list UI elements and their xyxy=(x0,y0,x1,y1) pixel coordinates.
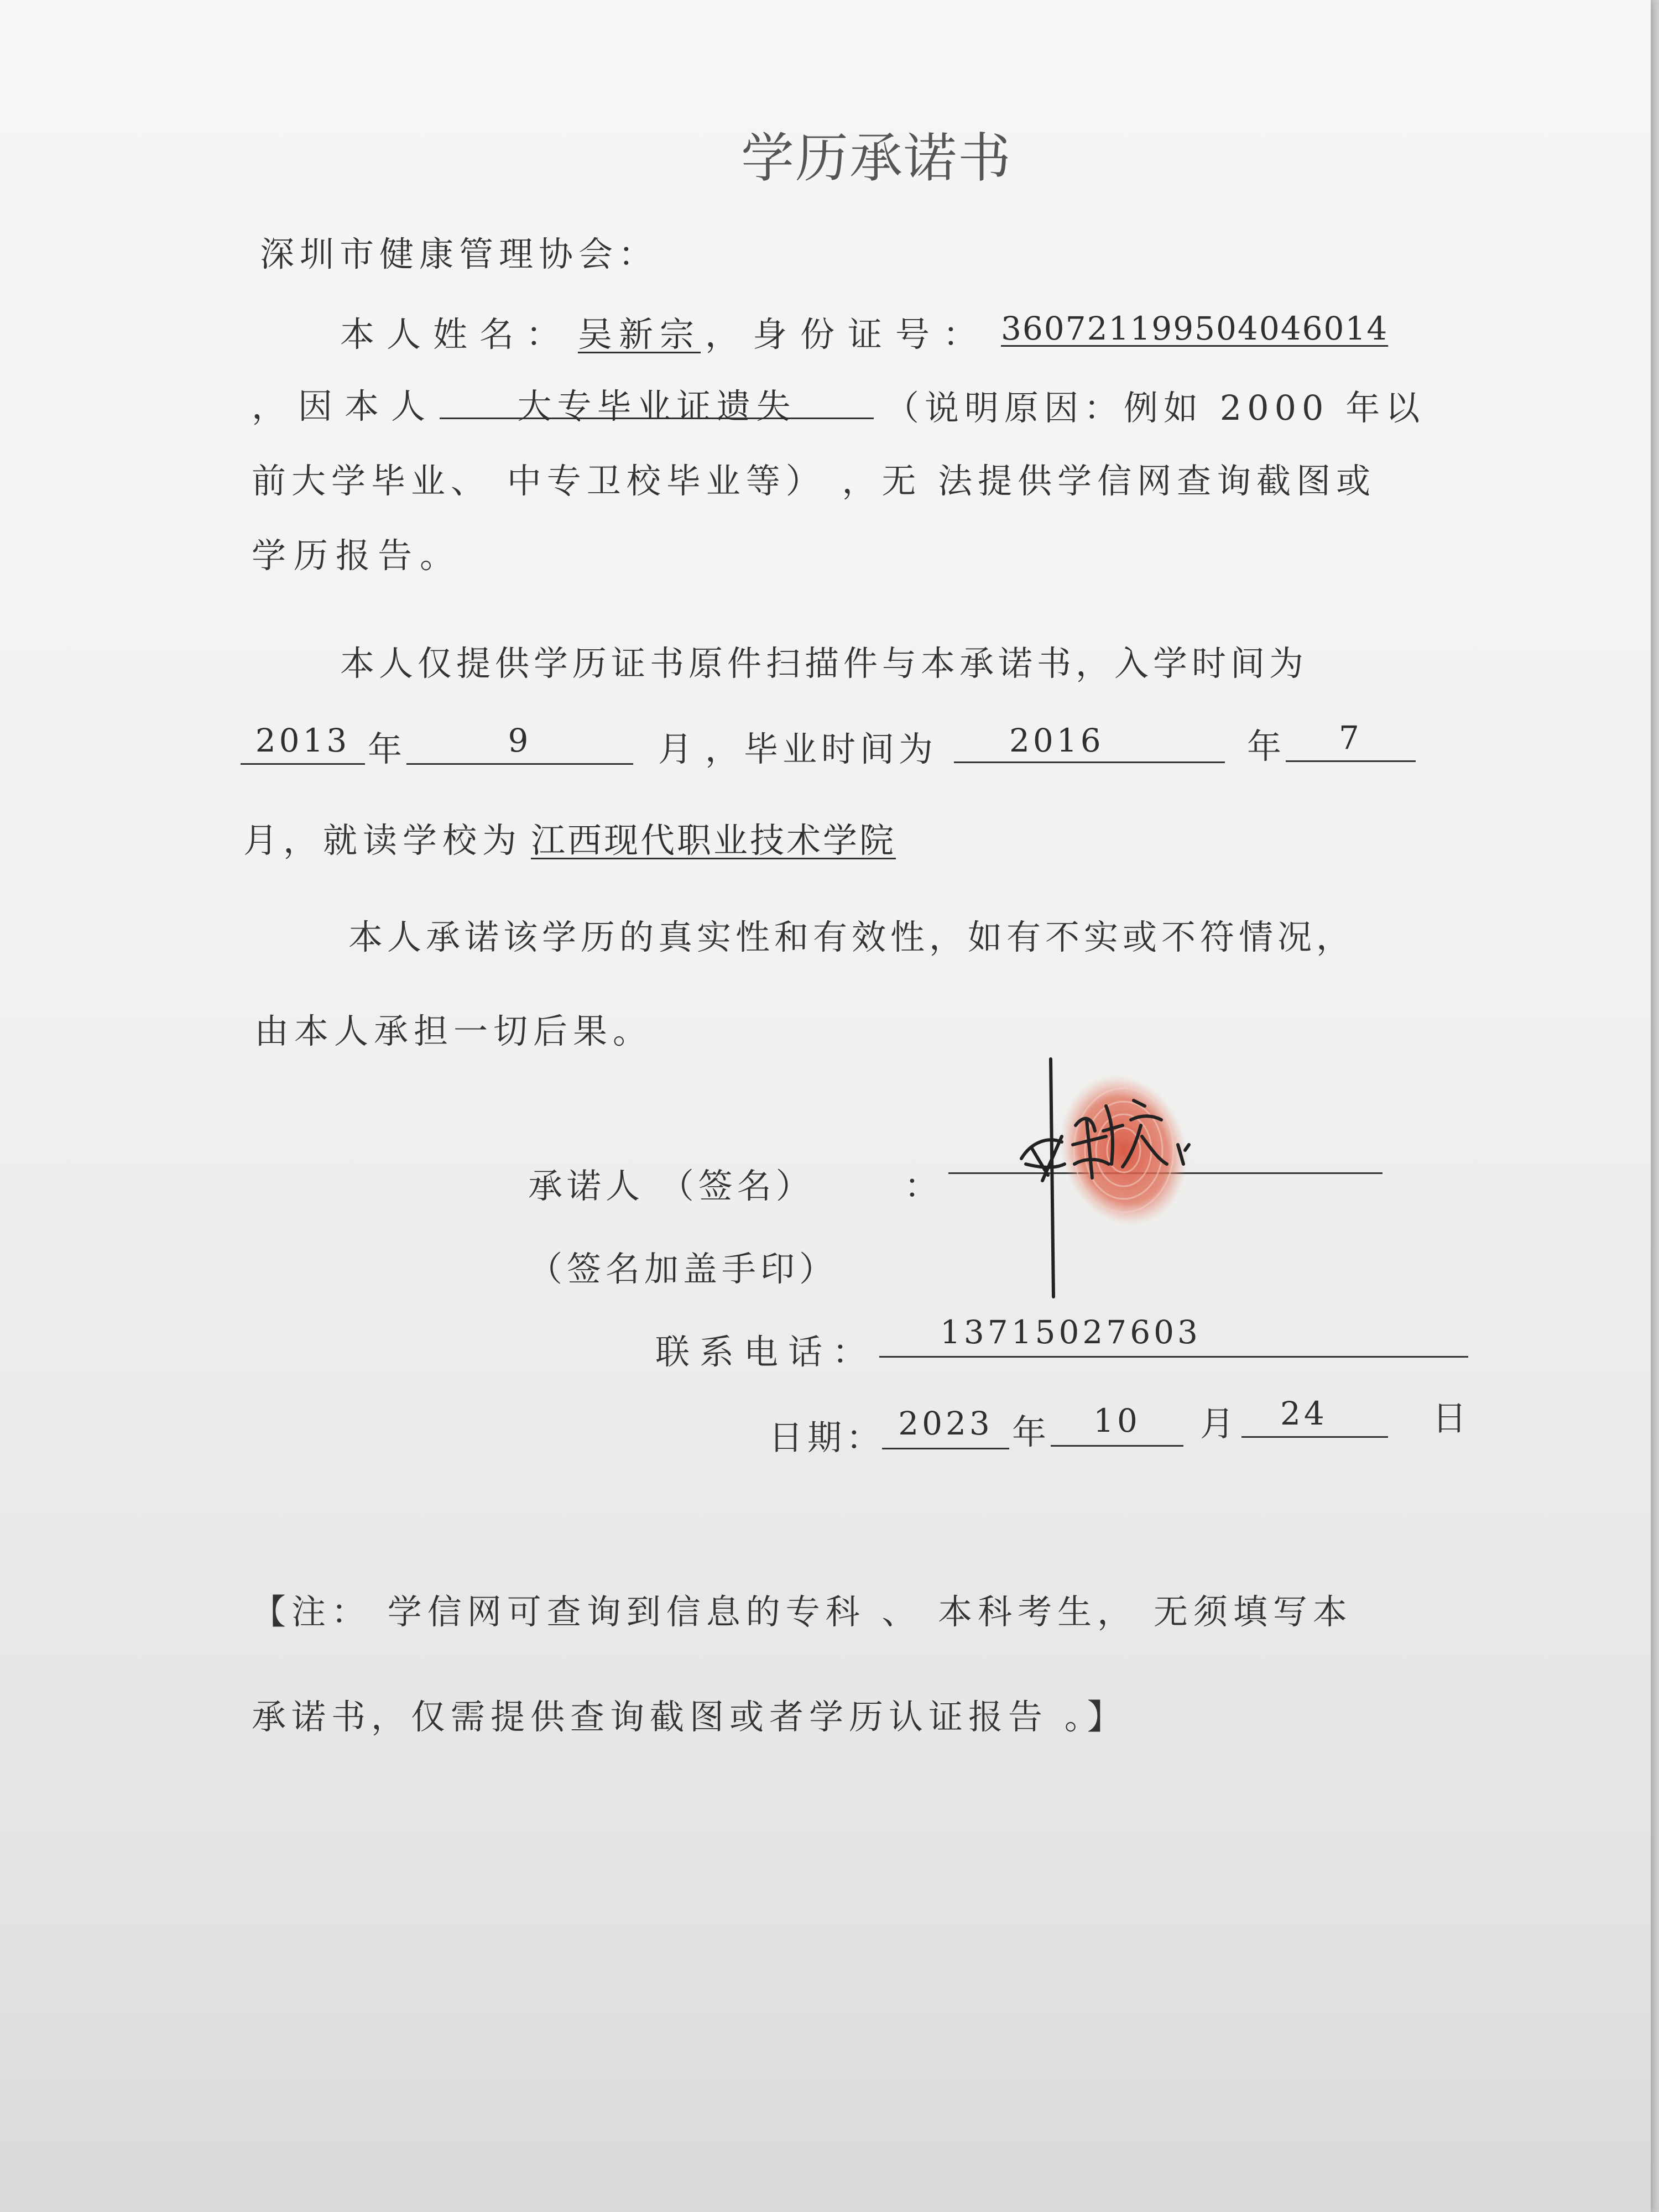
date-day-unit: 日 xyxy=(1432,1398,1476,1438)
school-name: 江西现代职业技术学院 xyxy=(531,820,896,860)
name-label: 本人姓名： xyxy=(340,314,573,354)
applicant-name: 吴新宗 xyxy=(578,314,701,354)
date-month-field: 10 xyxy=(1051,1402,1183,1447)
reason-prefix: ，因本人 xyxy=(252,386,438,426)
grad-label: ，毕业时间为 xyxy=(705,729,938,769)
sign-note: （签名加盖手印） xyxy=(528,1249,838,1289)
note-line1: 【注： 学信网可查询到信息的专科 、 本科考生， 无须填写本 xyxy=(252,1592,1353,1632)
id-number: 360721199504046014 xyxy=(1001,310,1389,347)
date-year-unit: 年 xyxy=(1012,1412,1056,1452)
paragraph1-line4: 学历报告。 xyxy=(252,535,462,576)
date-year-field: 2023 xyxy=(882,1405,1009,1449)
date-label: 日期： xyxy=(769,1417,885,1458)
enroll-month-label: 月 xyxy=(658,729,702,769)
note-line2: 承诺书，仅需提供查询截图或者学历认证报告 。】 xyxy=(252,1697,1127,1737)
handwritten-signature xyxy=(1009,1053,1197,1302)
id-label: ，身份证号： xyxy=(705,314,991,354)
enroll-year-label: 年 xyxy=(368,729,411,769)
paragraph3-line1: 本人承诺该学历的真实性和有效性，如有不实或不符情况， xyxy=(348,917,1355,957)
signer-label: 承诺人 （签名） xyxy=(528,1166,815,1206)
reason-field: 大专毕业证遗失 xyxy=(440,379,874,419)
school-prefix: 月，就读学校为 xyxy=(243,820,523,860)
paragraph3-line2: 由本人承担一切后果。 xyxy=(254,1011,653,1051)
signer-colon: ： xyxy=(904,1166,948,1206)
document-title: 学历承诺书 xyxy=(741,127,1012,189)
addressee: 深圳市健康管理协会： xyxy=(260,234,659,274)
paragraph2-line1: 本人仅提供学历证书原件扫描件与本承诺书，入学时间为 xyxy=(340,643,1308,684)
reason-note: （说明原因：例如 2000 年以 xyxy=(885,388,1426,428)
date-month-unit: 月 xyxy=(1200,1404,1244,1444)
grad-year-field: 2016 xyxy=(954,722,1225,763)
phone-label: 联系电话： xyxy=(655,1332,877,1372)
date-day-field: 24 xyxy=(1241,1395,1388,1438)
phone-field: 13715027603 xyxy=(879,1313,1468,1358)
paragraph1-line3: 前大学毕业、 中专卫校毕业等） ，无 法提供学信网查询截图或 xyxy=(252,461,1376,501)
grad-month-field: 7 xyxy=(1286,719,1416,762)
enroll-month-field: 9 xyxy=(406,722,633,765)
enroll-year-field: 2013 xyxy=(241,722,365,765)
grad-year-label: 年 xyxy=(1247,726,1291,766)
